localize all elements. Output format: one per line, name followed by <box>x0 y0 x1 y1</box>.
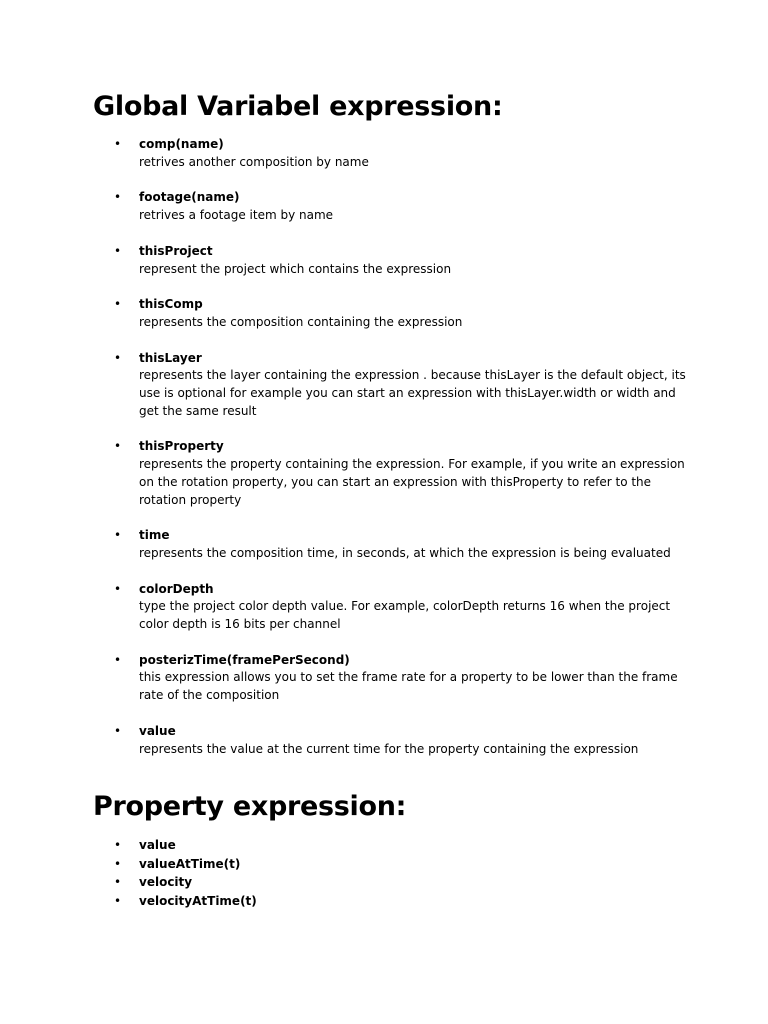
entry-name: velocityAtTime(t) <box>139 893 257 908</box>
bullet-icon: • <box>114 723 122 738</box>
list-item <box>93 836 688 855</box>
entry-name: comp(name) <box>139 137 224 151</box>
list-item <box>93 652 688 705</box>
entry-description: represents the composition time, in seconds, at which the expression is being evaluated <box>139 545 671 560</box>
global-variable-section <box>93 88 688 758</box>
entry-name: colorDepth <box>139 581 214 596</box>
entry-description: represents the property containing the expression. For example, if you write an expression on the rotation property, you can start an expression with thisProperty to refer to the rotation property <box>139 457 685 507</box>
entry-name: time <box>139 528 170 543</box>
entry-name: valueAtTime(t) <box>139 856 241 871</box>
entry-name: footage(name) <box>139 190 240 205</box>
entry-description: represents the composition containing the expression <box>139 314 463 329</box>
property-expression-list <box>93 836 688 910</box>
entry-name: posterizTime(framePerSecond) <box>139 652 350 667</box>
entry-name: velocity <box>139 875 193 890</box>
entry-name: thisProperty <box>139 439 224 454</box>
entry-description: retrives another composition by name <box>139 154 369 169</box>
entry-name: thisProject <box>139 243 213 258</box>
bullet-icon: • <box>114 581 122 596</box>
property-expression-section <box>93 788 688 910</box>
entry-description: type the project color depth value. For example, colorDepth returns 16 when the project color depth is 16 bits per channel <box>139 599 671 632</box>
bullet-icon: • <box>114 297 122 312</box>
list-item <box>93 723 688 758</box>
list-item <box>93 873 688 892</box>
entry-description: this expression allows you to set the frame rate for a property to be lower than the frame rate of the composition <box>139 670 678 703</box>
list-item <box>93 296 688 331</box>
list-item <box>93 581 688 634</box>
bullet-icon: • <box>114 856 122 871</box>
list-item <box>93 136 688 171</box>
bullet-icon: • <box>114 838 122 853</box>
bullet-icon: • <box>114 439 122 454</box>
entry-name: value <box>139 838 176 853</box>
entry-description: represent the project which contains the expression <box>139 261 452 276</box>
list-item <box>93 438 688 509</box>
entry-description: retrives a footage item by name <box>139 208 334 223</box>
list-item <box>93 892 688 911</box>
list-item <box>93 350 688 421</box>
bullet-icon: • <box>114 243 122 258</box>
bullet-icon: • <box>114 652 122 667</box>
entry-name: value <box>139 723 176 738</box>
list-item <box>93 527 688 562</box>
entry-name: thisComp <box>139 297 203 312</box>
entry-name: thisLayer <box>139 350 202 365</box>
bullet-icon: • <box>114 190 122 205</box>
bullet-icon: • <box>114 350 122 365</box>
entry-description: represents the value at the current time for the property containing the expression <box>139 741 639 756</box>
entry-description: represents the layer containing the expression . because thisLayer is the default object, its use is optional for example you can start an expression with thisLayer.width or width and get the same result <box>139 368 686 418</box>
list-item <box>93 189 688 224</box>
bullet-icon: • <box>114 137 122 151</box>
list-item <box>93 855 688 874</box>
property-section-heading: Property expression: <box>93 791 407 823</box>
bullet-icon: • <box>114 893 122 908</box>
bullet-icon: • <box>114 528 122 543</box>
bullet-icon: • <box>114 875 122 890</box>
list-item <box>93 243 688 278</box>
global-section-heading: Global Variabel expression: <box>93 91 503 122</box>
global-variable-list <box>93 136 688 758</box>
